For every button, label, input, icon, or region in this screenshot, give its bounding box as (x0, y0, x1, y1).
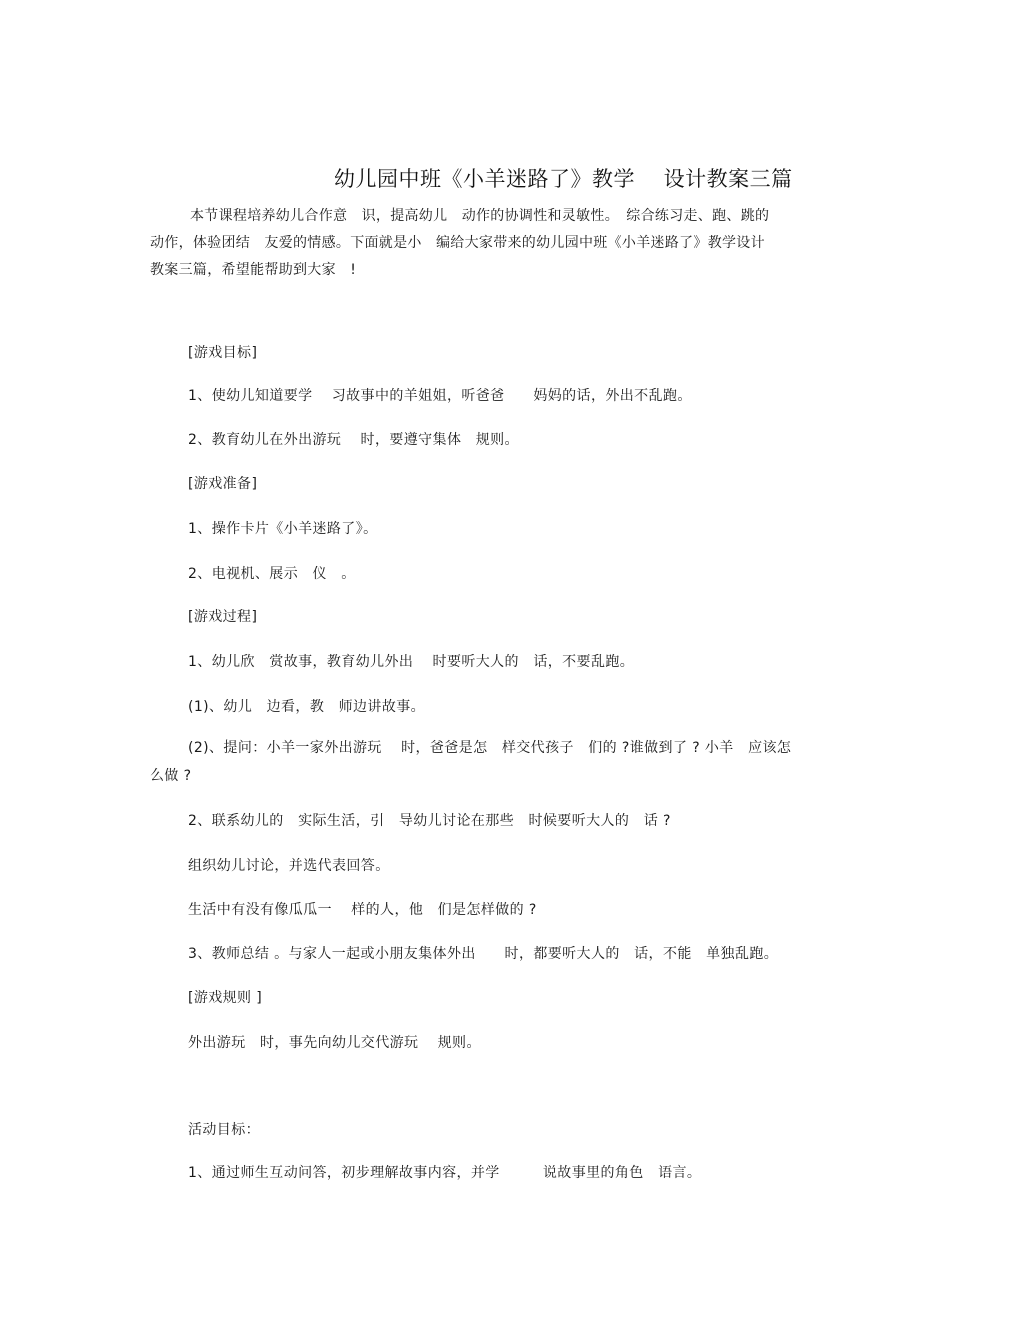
process-subitem: (1)、幼儿 边看，教 师边讲故事。 (188, 699, 426, 715)
process-subitem-line: (2)、提问：小羊一家外出游玩 时，爸爸是怎 样交代孩子 们的 ?谁做到了 ? 小羊 应该怎 (188, 740, 792, 756)
process-item: 2、联系幼儿的 实际生活，引 导幼儿讨论在那些 时候要听大人的 话 ? (188, 813, 671, 829)
rules-item: 外出游玩 时，事先向幼儿交代游玩 规则。 (188, 1035, 481, 1051)
section-heading-rules: [游戏规则 ] (188, 990, 263, 1006)
goal-item: 1、使幼儿知道要学 习故事中的羊姐姐，听爸爸 妈妈的话，外出不乱跑。 (188, 388, 692, 404)
section-heading-goals: [游戏目标] (188, 345, 258, 361)
intro-paragraph (150, 203, 856, 284)
preparation-item: 1、操作卡片《小羊迷路了》。 (188, 521, 378, 537)
intro-line: 本节课程培养幼儿合作意 识，提高幼儿 动作的协调性和灵敏性。 综合练习走、跑、跳的 (190, 208, 770, 224)
process-subitem-paragraph (150, 734, 856, 790)
intro-line: 教案三篇，希望能帮助到大家 ! (150, 262, 357, 278)
process-subitem: 组织幼儿讨论，并选代表回答。 (188, 858, 390, 874)
goal-item: 2、教育幼儿在外出游玩 时，要遵守集体 规则。 (188, 432, 519, 448)
process-item: 1、幼儿欣 赏故事，教育幼儿外出 时要听大人的 话，不要乱跑。 (188, 654, 635, 670)
section-heading-process: [游戏过程] (188, 609, 258, 625)
activity-goal-item: 1、通过师生互动问答，初步理解故事内容，并学 说故事里的角色 语言。 (188, 1165, 702, 1181)
process-item: 3、教师总结 。与家人一起或小朋友集体外出 时，都要听大人的 话，不能 单独乱跑。 (188, 946, 779, 962)
preparation-item: 2、电视机、展示 仪 。 (188, 566, 356, 582)
process-subitem: 生活中有没有像瓜瓜一 样的人，他 们是怎样做的 ? (188, 902, 537, 918)
section-heading-preparation: [游戏准备] (188, 476, 258, 492)
document-title: 幼儿园中班《小羊迷路了》教学 设计教案三篇 (334, 167, 793, 191)
section-heading-activity-goals: 活动目标： (188, 1122, 260, 1138)
intro-line: 动作，体验团结 友爱的情感。下面就是小 编给大家带来的幼儿园中班《小羊迷路了》教学设计 (150, 235, 765, 251)
process-subitem-line: 么做 ? (150, 768, 192, 784)
